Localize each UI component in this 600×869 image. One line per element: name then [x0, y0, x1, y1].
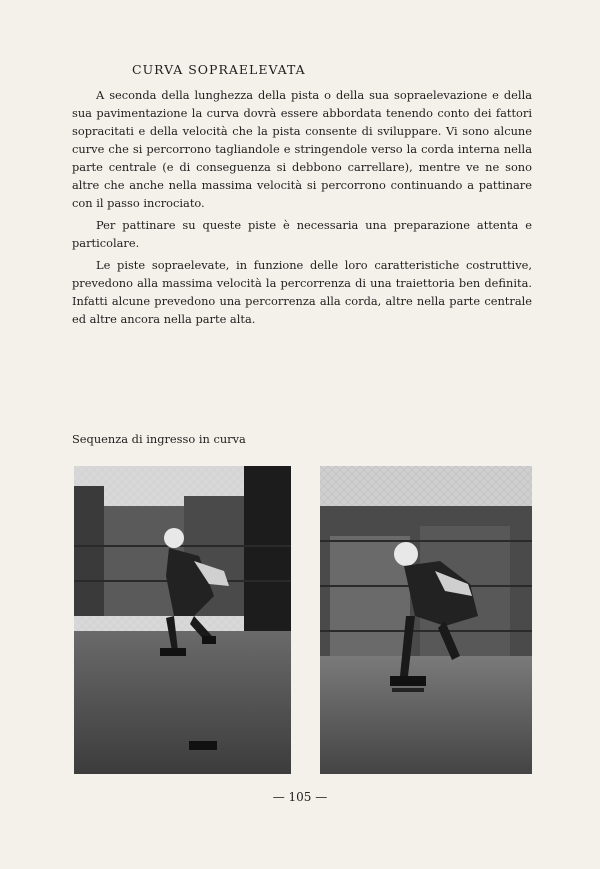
section-title: CURVA SOPRAELEVATA: [132, 62, 306, 77]
page-number: — 105 —: [272, 790, 328, 804]
photo-skater-left-image: [74, 466, 291, 774]
body-text: [72, 86, 532, 332]
photo-skater-left: [74, 466, 291, 774]
paragraph-2: Per pattinare su queste piste è necessaria una preparazione attenta e particolare.: [72, 218, 532, 250]
paragraph-1: A seconda della lunghezza della pista o della sua sopraelevazione e della sua pavimentazione la curva dovrà essere abbordata tenendo conto dei fattori sopracitati e della velocità che la pista consente di sviluppare. Vi sono alcune curve che si percorrono tagliandole e stringendole verso la corda interna nella parte centrale (e di conseguenza si debbono carrellare), mentre ve ne sono altre che anche nella massima velocità si percorrono continuando a pattinare con il passo incrociato.: [72, 88, 532, 210]
figure-caption: Sequenza di ingresso in curva: [72, 432, 246, 446]
photo-skater-right: [320, 466, 532, 774]
paragraph-3: Le piste sopraelevate, in funzione delle loro caratteristiche costruttive, prevedono alla massima velocità la percorrenza di una traiettoria ben definita. Infatti alcune prevedono una percorrenza alla corda, altre nella parte centrale ed altre ancora nella parte alta.: [72, 258, 532, 326]
photo-skater-right-image: [320, 466, 532, 774]
